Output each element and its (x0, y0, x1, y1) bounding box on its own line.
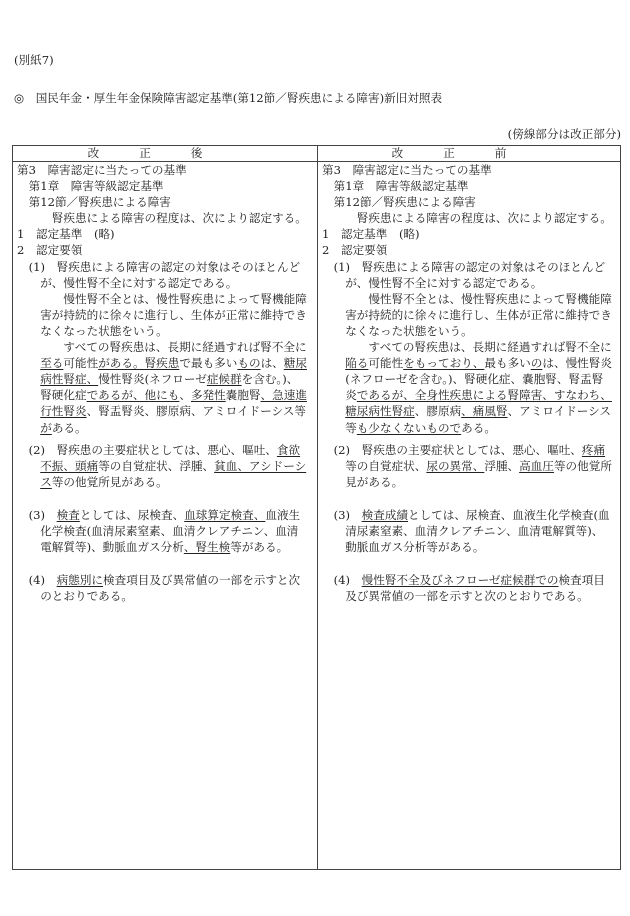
underlined-revision-text: 高血圧 (519, 458, 554, 473)
underlined-revision-text: ス (40, 474, 52, 489)
underlined-revision-text: 疼痛 (581, 442, 606, 457)
underlined-revision-text: 至る (40, 356, 64, 371)
underlined-revision-text: が (40, 420, 52, 435)
text-line (17, 403, 315, 419)
underlined-revision-text: 貧血、アシドーシ (214, 458, 307, 473)
text-line (322, 323, 618, 339)
text-segment: を含む。)、 (241, 372, 299, 387)
text-line (17, 259, 315, 275)
text-segment: (1) 腎疾患による障害の認定の対象はそのほとんど (322, 259, 606, 274)
text-segment: 害が持続的に徐々に進行し、生体が正常に維持でき (322, 307, 612, 322)
section-3 (322, 572, 618, 604)
text-line (322, 291, 618, 307)
section-2 (17, 507, 315, 555)
text-segment (17, 356, 40, 370)
text-line (17, 507, 315, 523)
section-3 (17, 572, 315, 604)
text-segment (17, 404, 40, 418)
text-segment: (2) 腎疾患の主要症状としては、悪心、嘔吐、 (322, 442, 582, 457)
text-segment: 嚢胞腎 (225, 388, 261, 403)
text-segment: 浮腫、 (484, 458, 520, 473)
text-line (322, 539, 618, 555)
underlined-revision-text: がある。腎疾患 (98, 356, 180, 371)
text-segment: は、慢性腎炎 (542, 356, 612, 371)
text-segment: は、 (260, 356, 284, 371)
document-title: ◎ 国民年金・厚生年金保険障害認定基準(第12節／腎疾患による障害)新旧対照表 (14, 91, 443, 105)
text-line (322, 474, 618, 490)
text-line (17, 458, 315, 474)
underlined-revision-text: 行性腎炎 (40, 404, 87, 419)
text-line (17, 194, 315, 210)
text-line (322, 387, 618, 403)
text-line (322, 572, 618, 588)
text-segment: 1 認定基準 (略) (322, 227, 420, 242)
underlined-revision-text: 、腎生検 (183, 540, 231, 555)
text-segment: 、腎盂腎炎、膠原病、アミロイドーシス等 (86, 404, 306, 419)
text-line (17, 291, 315, 307)
text-line (17, 178, 315, 194)
text-line (17, 226, 315, 242)
text-line (17, 539, 315, 555)
text-segment: としては、尿検査、血液生化学検査(血 (408, 507, 610, 522)
underlined-revision-text: 血球算定検査、 (184, 507, 266, 522)
comparison-table (12, 145, 621, 870)
text-line (17, 355, 315, 371)
text-segment: 害が持続的に徐々に進行し、生体が正常に維持でき (17, 307, 307, 322)
text-segment: (1) 腎疾患による障害の認定の対象はそのほとんど (17, 259, 301, 274)
underlined-revision-text: もの (237, 356, 261, 371)
underlined-revision-text: 慢性腎不全及びネフローゼ症候群での (361, 573, 559, 588)
text-line (322, 420, 618, 436)
text-segment: 清尿素窒素、血清クレアチニン、血清電解質等)、 (322, 523, 604, 538)
text-line (322, 403, 618, 419)
text-line (322, 178, 618, 194)
underlined-revision-text: 尿の異常、 (426, 458, 485, 473)
text-line (17, 339, 315, 355)
text-line (322, 371, 618, 387)
text-segment: 、アミロイドーシス (507, 404, 611, 419)
text-segment: 第3 障害認定に当たっての基準 (322, 163, 492, 177)
before-revision-column (322, 162, 618, 604)
text-line (17, 210, 315, 226)
text-segment: 及び異常値の一部を示すと次のとおりである。 (322, 589, 589, 604)
text-segment: 可能性 (63, 356, 99, 371)
underlined-revision-text: の (530, 356, 543, 371)
text-segment (17, 421, 40, 435)
underlined-revision-text: 症候群 (206, 372, 242, 387)
text-segment: 第1章 障害等級認定基準 (322, 179, 469, 194)
text-line (322, 275, 618, 291)
text-segment: (ネフローゼを含む。)、腎硬化症、嚢胞腎、腎盂腎 (322, 372, 604, 387)
text-line (322, 194, 618, 210)
header-before-revision: 改正前 (318, 146, 620, 162)
text-line (322, 210, 618, 226)
text-segment: ある。 (51, 420, 87, 435)
text-segment: が、慢性腎不全に対する認定である。 (322, 275, 543, 290)
underline-note: (傍線部分は改正部分) (507, 127, 621, 141)
text-line (17, 242, 315, 258)
text-segment: ある。 (461, 420, 496, 435)
text-line (322, 523, 618, 539)
text-segment (322, 404, 345, 418)
text-line (17, 323, 315, 339)
section-0 (17, 162, 315, 436)
underlined-revision-text: 糖尿 (283, 356, 307, 371)
text-segment: 第12節／腎疾患による障害 (17, 195, 171, 210)
text-line (17, 371, 315, 387)
text-line (17, 420, 315, 436)
text-segment: なくなった状態をいう。 (17, 323, 168, 338)
text-segment (322, 356, 345, 370)
text-segment: 等がある。 (230, 540, 289, 555)
column-divider (317, 146, 318, 869)
text-segment: で最も多い (179, 356, 238, 371)
text-segment: 炎 (322, 388, 357, 403)
text-line (322, 259, 618, 275)
section-0 (322, 162, 618, 436)
text-segment: 検査項目及び異常値の一部を示すと次 (103, 573, 301, 588)
underlined-revision-text: 多発性 (190, 388, 226, 403)
text-segment: 慢性腎不全とは、慢性腎疾患によって腎機能障 (322, 291, 612, 306)
text-segment: 動脈血ガス分析等がある。 (322, 540, 485, 555)
text-segment: 腎硬化症 (17, 388, 87, 403)
text-segment: 等 (322, 420, 357, 435)
text-segment: 見がある。 (322, 474, 404, 489)
underlined-revision-text: 不振、頭痛 (40, 458, 99, 473)
text-segment: なくなった状態をいう。 (322, 323, 473, 338)
text-segment: (4) (17, 573, 57, 588)
text-line (322, 507, 618, 523)
text-segment: 、 (179, 388, 191, 403)
text-segment: (2) 腎疾患の主要症状としては、悪心、嘔吐、 (17, 442, 277, 457)
text-line (322, 355, 618, 371)
underlined-revision-text: をもっており、 (403, 356, 485, 371)
underlined-revision-text: であるが、他にも (86, 388, 180, 403)
text-segment: 等の自覚症状、 (322, 458, 427, 473)
text-segment: 第1章 障害等級認定基準 (17, 179, 164, 194)
text-segment (17, 372, 40, 386)
text-line (322, 458, 618, 474)
text-segment: が、慢性腎不全に対する認定である。 (17, 275, 238, 290)
text-segment: (3) (17, 507, 57, 522)
text-line (322, 242, 618, 258)
text-line (17, 442, 315, 458)
text-line (322, 307, 618, 323)
text-segment: 1 認定基準 (略) (17, 227, 115, 242)
text-segment: 可能性 (368, 356, 404, 371)
text-line (17, 523, 315, 539)
underlined-revision-text: 糖尿病性腎症 (345, 404, 415, 419)
text-segment: 等の他覚所見がある。 (51, 474, 168, 489)
text-segment: 等の自覚症状、浮腫、 (98, 458, 215, 473)
text-line (322, 226, 618, 242)
underlined-revision-text: 、急速進 (260, 388, 307, 403)
text-line (17, 474, 315, 490)
text-segment: 腎疾患による障害の程度は、次により認定する。 (17, 211, 307, 226)
text-segment: 電解質等)、動脈血ガス分析 (17, 540, 184, 555)
text-segment: 腎疾患による障害の程度は、次により認定する。 (322, 211, 612, 226)
text-segment: 第12節／腎疾患による障害 (322, 195, 476, 210)
header-after-revision: 改正後 (13, 146, 317, 162)
text-line (17, 275, 315, 291)
after-revision-column (17, 162, 315, 604)
text-line (322, 339, 618, 355)
underlined-revision-text: 食欲 (276, 442, 301, 457)
text-segment: 化学検査(血清尿素窒素、血清クレアチニン、血清 (17, 523, 299, 538)
text-line (322, 588, 618, 604)
text-line (17, 162, 315, 178)
text-segment: 検査項目 (558, 573, 605, 588)
text-segment: 等の他覚所 (553, 458, 612, 473)
section-1 (322, 442, 618, 490)
text-line (17, 588, 315, 604)
text-segment: としては、尿検査、 (79, 507, 185, 522)
text-segment: 慢性腎炎(ネフローゼ (98, 372, 207, 387)
underlined-revision-text: 検査成績 (361, 507, 409, 522)
underlined-revision-text: 病態別に (56, 573, 104, 588)
text-segment (17, 459, 40, 473)
text-segment: 最も多い (484, 356, 531, 371)
text-segment: のとおりである。 (17, 589, 133, 604)
underlined-revision-text: 検査 (56, 507, 80, 522)
text-segment: 第3 障害認定に当たっての基準 (17, 163, 187, 177)
text-segment (17, 475, 40, 489)
text-segment: 2 認定要領 (17, 243, 83, 258)
underlined-revision-text: も少なくないもので (356, 420, 462, 435)
text-segment: 、膠原病 (414, 404, 462, 419)
text-segment: (4) (322, 573, 362, 588)
text-line (17, 572, 315, 588)
text-line (322, 162, 618, 178)
text-segment: 血液生 (265, 507, 301, 522)
underlined-revision-text: 陥る (345, 356, 369, 371)
section-2 (322, 507, 618, 555)
underlined-revision-text: 、痛風腎 (461, 404, 508, 419)
text-segment: すべての腎疾患は、長期に経過すれば腎不全に (322, 340, 612, 355)
text-segment: 慢性腎不全とは、慢性腎疾患によって腎機能障 (17, 291, 307, 306)
underlined-revision-text: であるが、全身性疾患による腎障害、すなわち、 (356, 388, 612, 403)
text-line (322, 442, 618, 458)
text-segment: (3) (322, 507, 362, 522)
annex-label: (別紙7) (14, 53, 54, 67)
section-1 (17, 442, 315, 490)
text-line (17, 387, 315, 403)
text-segment: すべての腎疾患は、長期に経過すれば腎不全に (17, 340, 307, 355)
underlined-revision-text: 病性腎症、 (40, 372, 99, 387)
text-line (17, 307, 315, 323)
text-segment: 2 認定要領 (322, 243, 388, 258)
